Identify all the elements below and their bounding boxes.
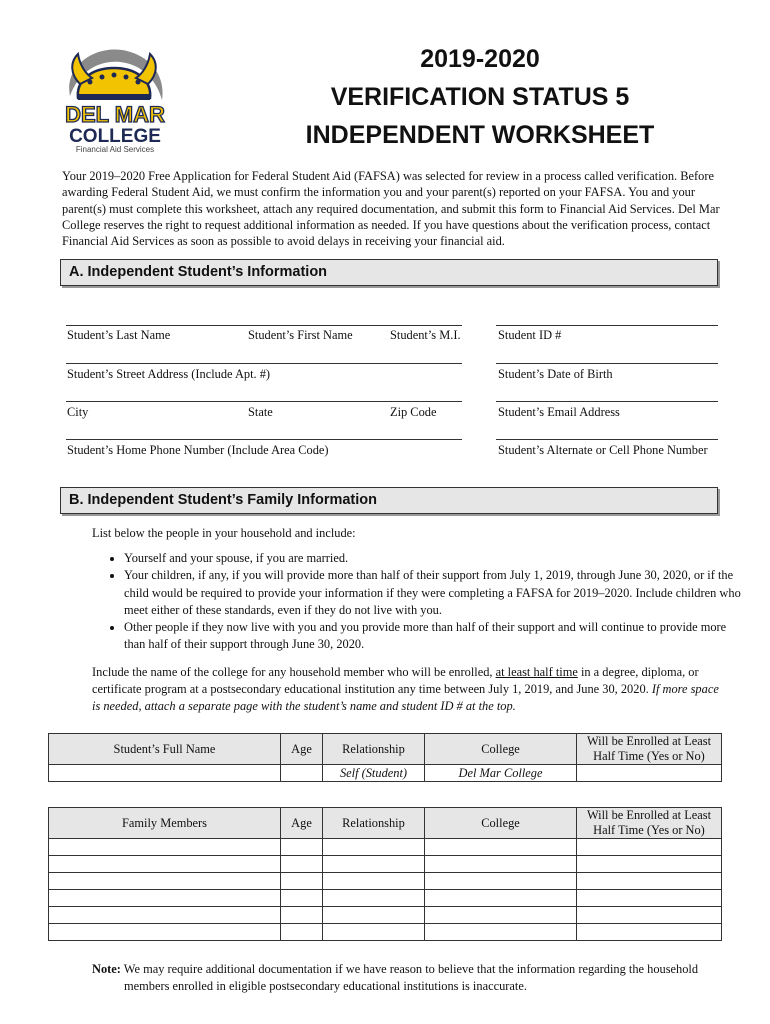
family-name-cell[interactable] — [49, 890, 281, 907]
alt-phone-line[interactable] — [496, 439, 718, 440]
student-age-cell[interactable] — [281, 765, 323, 782]
header-college: College — [425, 808, 577, 839]
note-label: Note: — [92, 962, 121, 976]
table-row — [49, 873, 722, 890]
family-name-cell[interactable] — [49, 839, 281, 856]
home-phone-line[interactable] — [66, 439, 462, 440]
section-b-header: B. Independent Student’s Family Information — [60, 487, 718, 514]
family-half-time-cell[interactable] — [577, 873, 722, 890]
street-line[interactable] — [66, 363, 462, 364]
header-relationship: Relationship — [323, 734, 425, 765]
del-mar-college-logo — [56, 44, 174, 154]
family-age-cell[interactable] — [281, 873, 323, 890]
family-name-cell[interactable] — [49, 924, 281, 941]
city-state-zip-line[interactable] — [66, 401, 462, 402]
note-text: We may require additional documentation if we have reason to believe that the information regarding the household members enrolled in eligible postsecondary educational institutions is inaccurate. — [120, 962, 699, 993]
label-last-name: Student’s Last Name — [67, 328, 171, 342]
title-worksheet: INDEPENDENT WORKSHEET — [305, 121, 655, 149]
family-college-cell[interactable] — [425, 856, 577, 873]
family-age-cell[interactable] — [281, 839, 323, 856]
header-family-members: Family Members — [49, 808, 281, 839]
header-college: College — [425, 734, 577, 765]
family-college-cell[interactable] — [425, 890, 577, 907]
student-college-cell: Del Mar College — [425, 765, 577, 782]
family-half-time-cell[interactable] — [577, 907, 722, 924]
label-city: City — [67, 405, 89, 419]
label-mi: Student’s M.I. — [390, 328, 461, 342]
table-row — [49, 924, 722, 941]
student-half-time-cell[interactable] — [577, 765, 722, 782]
family-name-cell[interactable] — [49, 856, 281, 873]
table-row — [49, 839, 722, 856]
family-relationship-cell[interactable] — [323, 856, 425, 873]
table-row — [49, 890, 722, 907]
family-half-time-cell[interactable] — [577, 890, 722, 907]
table-header-row — [49, 734, 722, 765]
table-header-row — [49, 808, 722, 839]
family-age-cell[interactable] — [281, 924, 323, 941]
family-half-time-cell[interactable] — [577, 924, 722, 941]
family-relationship-cell[interactable] — [323, 924, 425, 941]
family-age-cell[interactable] — [281, 856, 323, 873]
header-relationship: Relationship — [323, 808, 425, 839]
header-age: Age — [281, 808, 323, 839]
header-age: Age — [281, 734, 323, 765]
family-college-cell[interactable] — [425, 924, 577, 941]
at-least-half-time-text: at least half time — [495, 665, 578, 679]
logo-text-financial-aid: Financial Aid Services — [75, 145, 155, 154]
section-a-header: A. Independent Student’s Information — [60, 259, 718, 286]
student-name-cell[interactable] — [49, 765, 281, 782]
header-full-name: Student’s Full Name — [49, 734, 281, 765]
family-college-cell[interactable] — [425, 873, 577, 890]
include-text-end: in a degree, diploma, or certificate program at a postsecondary educational institution any time between July 1, 2019, and June 30, 2020. — [92, 665, 699, 696]
table-row — [49, 907, 722, 924]
family-college-cell[interactable] — [425, 839, 577, 856]
label-first-name: Student’s First Name — [248, 328, 353, 342]
label-alt-phone: Student’s Alternate or Cell Phone Number — [498, 443, 708, 457]
list-item: • Other people if they now live with you and you provide more than half of their support and will continue to provide more than half of their support through June 30, 2020. — [124, 619, 750, 654]
student-id-line[interactable] — [496, 325, 718, 326]
header-half-time: Will be Enrolled at Least Half Time (Yes or No) — [577, 808, 722, 839]
viking-helmet-icon — [56, 44, 174, 154]
label-street: Student’s Street Address (Include Apt. #) — [67, 367, 271, 381]
logo-text-college: COLLEGE — [69, 126, 161, 147]
label-home-phone: Student’s Home Phone Number (Include Area Code) — [67, 443, 329, 457]
label-student-id: Student ID # — [498, 328, 562, 342]
include-college-paragraph — [92, 664, 722, 715]
family-relationship-cell[interactable] — [323, 839, 425, 856]
include-text-italic: If more space is needed, attach a separate page with the student’s name and student ID # at the top. — [92, 682, 719, 713]
intro-paragraph: Your 2019–2020 Free Application for Federal Student Aid (FAFSA) was selected for review in a process called verification. Before awarding Federal Student Aid, we must confirm the information you and your parent(s) reported on your FAFSA. You and your parent(s) must complete this worksheet, attach any required documentation, and submit this form to Financial Aid Services. Del Mar College reserves the right to request additional information as needed. If you have questions about the verification process, contact Financial Aid Services as soon as possible to avoid delays in receiving your financial aid. — [62, 169, 720, 249]
list-item: • Yourself and your spouse, if you are married. — [124, 550, 750, 567]
family-name-cell[interactable] — [49, 873, 281, 890]
student-relationship-cell: Self (Student) — [323, 765, 425, 782]
table-row — [49, 856, 722, 873]
family-age-cell[interactable] — [281, 907, 323, 924]
page-title — [240, 40, 720, 154]
logo-text-del-mar: DEL MAR — [65, 102, 165, 127]
list-item: • Your children, if any, if you will provide more than half of their support from July 1, 2019, through June 30, 2020, or if the child would be required to provide your information if they were completing a FAFSA for 2019–2020. Include children who meet either of these standards, even if they do not live with you. — [124, 567, 750, 619]
label-zip: Zip Code — [390, 405, 437, 419]
family-half-time-cell[interactable] — [577, 856, 722, 873]
label-email: Student’s Email Address — [498, 405, 620, 419]
header-half-time: Will be Enrolled at Least Half Time (Yes or No) — [577, 734, 722, 765]
student-enrollment-table — [48, 733, 722, 782]
include-text-start: Include the name of the college for any household member who will be enrolled, — [92, 665, 496, 679]
family-age-cell[interactable] — [281, 890, 323, 907]
family-relationship-cell[interactable] — [323, 890, 425, 907]
family-name-cell[interactable] — [49, 907, 281, 924]
title-year: 2019-2020 — [420, 45, 540, 73]
table-row — [49, 765, 722, 782]
label-state: State — [248, 405, 273, 419]
note-paragraph — [92, 961, 722, 995]
label-dob: Student’s Date of Birth — [498, 367, 613, 381]
household-criteria-list — [92, 550, 750, 654]
family-college-cell[interactable] — [425, 907, 577, 924]
family-half-time-cell[interactable] — [577, 839, 722, 856]
email-line[interactable] — [496, 401, 718, 402]
family-relationship-cell[interactable] — [323, 873, 425, 890]
title-verification-status: VERIFICATION STATUS 5 — [330, 83, 630, 111]
family-relationship-cell[interactable] — [323, 907, 425, 924]
household-list-intro: List below the people in your household and include: — [92, 526, 356, 540]
name-line[interactable] — [66, 325, 462, 326]
family-members-table — [48, 807, 722, 941]
dob-line[interactable] — [496, 363, 718, 364]
